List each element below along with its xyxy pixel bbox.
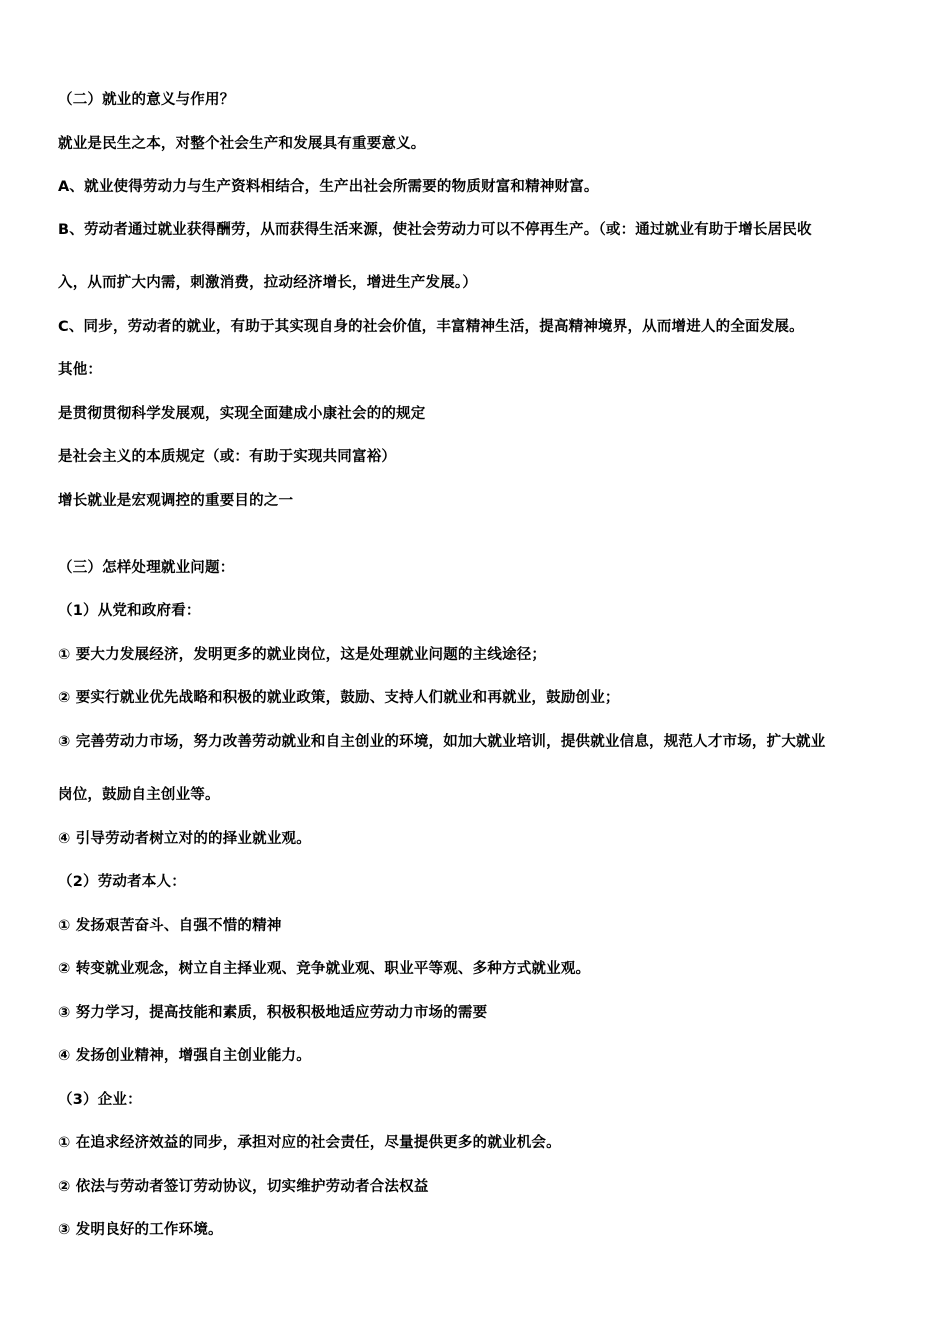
list-item: ③ 努力学习，提高技能和素质，积极积极地适应劳动力市场的需要 bbox=[58, 1005, 488, 1021]
list-item: ② 要实行就业优先战略和积极的就业政策，鼓励、支持人们就业和再就业，鼓励创业； bbox=[58, 690, 620, 706]
list-item: ② 依法与劳动者签订劳动协议，切实维护劳动者合法权益 bbox=[58, 1179, 429, 1195]
subsection-label-party-gov: （1）从党和政府看： bbox=[58, 603, 201, 619]
list-item-b-line1: B、劳动者通过就业获得酬劳，从而获得生活来源，使社会劳动力可以不停再生产。（或：通过就业有助于增长居民收 bbox=[58, 222, 812, 238]
list-item: ② 转变就业观念，树立自主择业观、竞争就业观、职业平等观、多种方式就业观。 bbox=[58, 961, 591, 977]
other-item: 是社会主义的本质规定（或：有助于实现共同富裕） bbox=[58, 449, 397, 465]
other-item: 是贯彻贯彻科学发展观，实现全面建成小康社会的的规定 bbox=[58, 406, 426, 422]
other-label: 其他： bbox=[58, 362, 103, 378]
subsection-label-enterprise: （3）企业： bbox=[58, 1092, 142, 1108]
section-heading-solutions: （三）怎样处理就业问题： bbox=[58, 560, 235, 576]
subsection-label-worker: （2）劳动者本人： bbox=[58, 874, 186, 890]
list-item: ③ 发明良好的工作环境。 bbox=[58, 1222, 223, 1238]
list-item: ④ 引导劳动者树立对的的择业就业观。 bbox=[58, 831, 311, 847]
list-item-b-line2: 入，从而扩大内需，刺激消费，拉动经济增长，增进生产发展。） bbox=[58, 275, 478, 291]
list-item: ③ 完善劳动力市场，努力改善劳动就业和自主创业的环境，如加大就业培训，提供就业信息，规范人才市场，扩大就业 bbox=[58, 734, 826, 750]
paragraph-intro: 就业是民生之本，对整个社会生产和发展具有重要意义。 bbox=[58, 136, 426, 152]
list-item: ① 发扬艰苦奋斗、自强不惜的精神 bbox=[58, 918, 282, 934]
list-item: ④ 发扬创业精神，增强自主创业能力。 bbox=[58, 1048, 311, 1064]
list-item: ① 在追求经济效益的同步，承担对应的社会责任，尽量提供更多的就业机会。 bbox=[58, 1135, 561, 1151]
list-item-continuation: 岗位，鼓励自主创业等。 bbox=[58, 787, 220, 803]
other-item: 增长就业是宏观调控的重要目的之一 bbox=[58, 493, 294, 509]
section-heading-significance: （二）就业的意义与作用？ bbox=[58, 92, 235, 108]
list-item-a: A、就业使得劳动力与生产资料相结合，生产出社会所需要的物质财富和精神财富。 bbox=[58, 179, 599, 195]
list-item-c: C、同步，劳动者的就业，有助于其实现自身的社会价值，丰富精神生活，提高精神境界，从而增进人的全面发展。 bbox=[58, 319, 804, 335]
list-item: ① 要大力发展经济，发明更多的就业岗位，这是处理就业问题的主线途径； bbox=[58, 647, 547, 663]
